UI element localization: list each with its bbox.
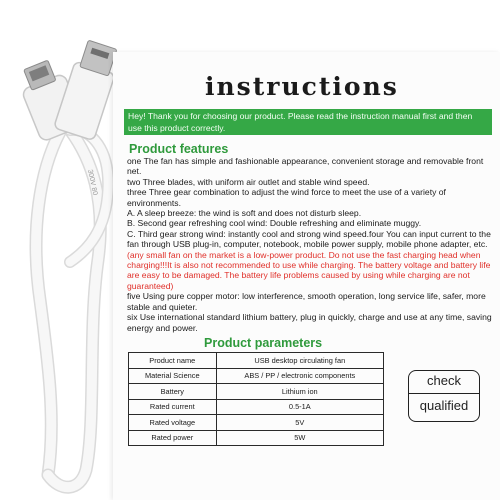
- param-key: Material Science: [129, 368, 217, 384]
- parameters-heading: Product parameters: [204, 336, 323, 350]
- stamp-top-text: check: [427, 373, 461, 388]
- table-row: [129, 368, 384, 384]
- param-value: 5W: [216, 430, 383, 446]
- table-row: [129, 430, 384, 446]
- cable-print-text: 300V 80: [86, 168, 99, 196]
- feature-line: five Using pure copper motor: low interference, smooth operation, long service life, safer, more stable and quieter.: [127, 291, 486, 312]
- param-key: Rated voltage: [129, 415, 217, 431]
- parameters-table: [128, 352, 384, 446]
- feature-line: one The fan has simple and fashionable appearance, convenient storage and removable front net.: [127, 156, 484, 177]
- param-key: Battery: [129, 384, 217, 400]
- feature-line: three Three gear combination to adjust the wind force to meet the use of a variety of environments.: [127, 187, 446, 208]
- param-value: 0.5-1A: [216, 399, 383, 415]
- table-row: [129, 353, 384, 369]
- param-value: ABS / PP / electronic components: [216, 368, 383, 384]
- stamp-bottom-text: qualified: [419, 398, 469, 413]
- welcome-banner: Hey! Thank you for choosing our product. Please read the instruction manual first and then use this product correctly.: [124, 109, 492, 135]
- param-key: Product name: [129, 353, 217, 369]
- table-row: [129, 399, 384, 415]
- feature-line: B. Second gear refreshing cool wind: Double refreshing and eliminate muggy.: [127, 218, 422, 229]
- param-value: Lithium ion: [216, 384, 383, 400]
- table-row: [129, 415, 384, 431]
- feature-line: A. A sleep breeze: the wind is soft and does not disturb sleep.: [127, 208, 362, 219]
- param-value: USB desktop circulating fan: [216, 353, 383, 369]
- param-key: Rated current: [129, 399, 217, 415]
- feature-line: two Three blades, with uniform air outlet and stable wind speed.: [127, 176, 370, 187]
- param-value: 5V: [216, 415, 383, 431]
- check-qualified-stamp: [408, 370, 480, 422]
- feature-line: C. Third gear strong wind: instantly cool and strong wind speed.four You can input current to the fan through USB plug-in, computer, notebook, mobile power supply, mobile phone adapter, etc.: [127, 228, 491, 250]
- param-key: Rated power: [129, 430, 217, 446]
- features-heading: Product features: [129, 142, 229, 156]
- feature-line: six Use international standard lithium battery, plug in quickly, charge and use at any time, saving energy and power.: [127, 312, 492, 333]
- table-row: [129, 384, 384, 400]
- page-title: instructions: [205, 72, 399, 101]
- features-text: [127, 156, 493, 333]
- charging-warning: (any small fan on the market is a low-power product. Do not use the fast charging head when charging!!!It is also not recommended to use while charging. The battery voltage and battery life are easy to be damaged. The battery life problems caused by using while charging are not guaranteed): [127, 249, 491, 291]
